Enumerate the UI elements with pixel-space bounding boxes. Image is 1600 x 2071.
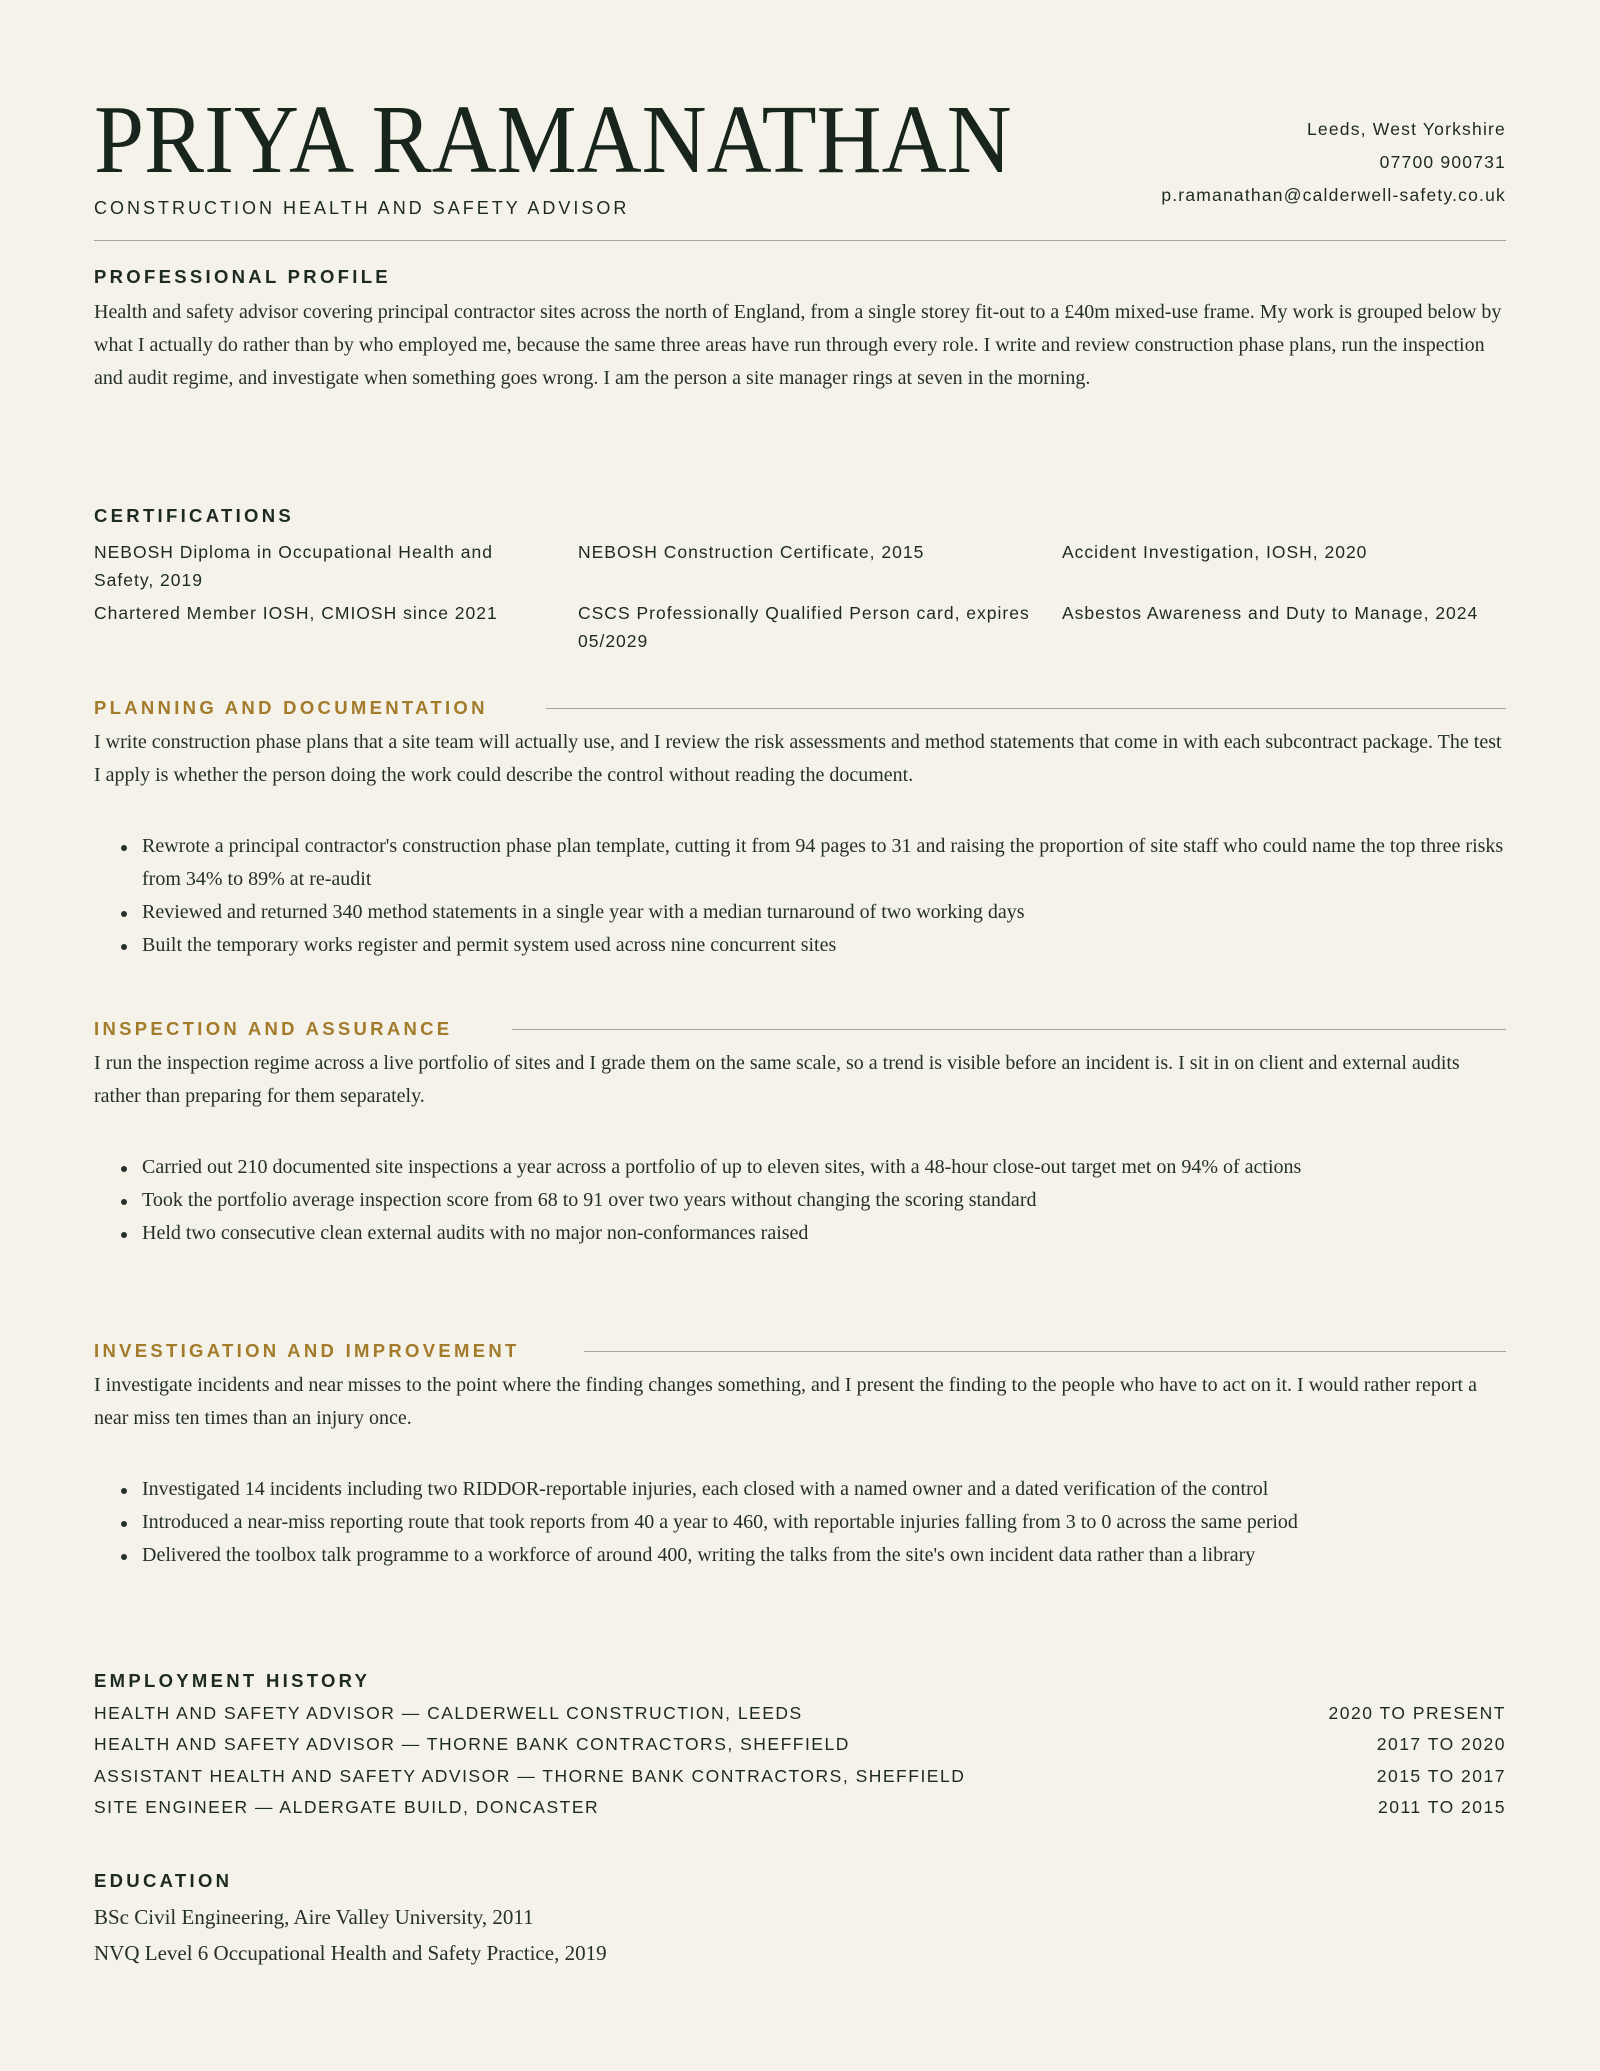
job-row <box>94 1792 1506 1824</box>
certifications-title: CERTIFICATIONS <box>94 505 295 526</box>
certification-item: NEBOSH Construction Certificate, 2015 <box>578 541 925 562</box>
bullet-item: Introduced a near-miss reporting route that took reports from 40 a year to 460, with reportable injuries falling from 3 to 0 across the same period <box>142 1506 1506 1539</box>
education-section <box>94 1872 1506 1971</box>
candidate-name: PRIYA RAMANATHAN <box>94 86 1012 194</box>
bullet-item: Took the portfolio average inspection score from 68 to 91 over two years without changing the scoring standard <box>142 1184 1506 1217</box>
investigation-bullets <box>94 1473 1506 1572</box>
education-title: EDUCATION <box>94 1870 233 1891</box>
certification-item: Asbestos Awareness and Duty to Manage, 2024 <box>1062 602 1479 623</box>
investigation-title: INVESTIGATION AND IMPROVEMENT <box>94 1340 520 1361</box>
contact-phone: 07700 900731 <box>1379 152 1506 172</box>
planning-intro: I write construction phase plans that a site team will actually use, and I review the risk assessments and method statements that come in with each subcontract package. The test I apply is whether the person doing the work could describe the control without reading the document. <box>94 730 1502 786</box>
job-title: ASSISTANT HEALTH AND SAFETY ADVISOR — THORNE BANK CONTRACTORS, SHEFFIELD <box>94 1765 966 1786</box>
job-title: HEALTH AND SAFETY ADVISOR — THORNE BANK CONTRACTORS, SHEFFIELD <box>94 1734 850 1754</box>
inspection-title: INSPECTION AND ASSURANCE <box>94 1018 453 1039</box>
contact-email[interactable]: p.ramanathan@calderwell-safety.co.uk <box>1161 185 1506 205</box>
inspection-divider <box>512 1029 1506 1030</box>
education-list <box>94 1899 1506 1971</box>
planning-bullets <box>94 830 1506 962</box>
job-dates: 2017 TO 2020 <box>1376 1734 1506 1754</box>
inspection-section <box>94 1020 1506 1250</box>
certification-item: NEBOSH Diploma in Occupational Health and Safety, 2019 <box>94 541 493 590</box>
header-divider <box>94 240 1506 241</box>
job-title: HEALTH AND SAFETY ADVISOR — CALDERWELL CONSTRUCTION, LEEDS <box>94 1702 803 1723</box>
bullet-item: Carried out 210 documented site inspections a year across a portfolio of up to eleven sites, with a 48-hour close-out target met on 94% of actions <box>142 1151 1506 1184</box>
bullet-item: Reviewed and returned 340 method statements in a single year with a median turnaround of two working days <box>142 896 1506 929</box>
job-dates: 2015 TO 2017 <box>1376 1765 1506 1786</box>
planning-divider <box>546 708 1506 709</box>
certification-item: CSCS Professionally Qualified Person card, expires 05/2029 <box>578 602 1030 651</box>
job-dates: 2020 TO PRESENT <box>1328 1702 1506 1723</box>
planning-title: PLANNING AND DOCUMENTATION <box>94 697 488 718</box>
resume-page <box>94 0 1506 1965</box>
profile-title: PROFESSIONAL PROFILE <box>94 266 391 287</box>
profile-section <box>94 268 1506 395</box>
employment-title: EMPLOYMENT HISTORY <box>94 1670 371 1691</box>
candidate-role: CONSTRUCTION HEALTH AND SAFETY ADVISOR <box>94 198 630 218</box>
certifications-section <box>94 507 1506 655</box>
employment-section <box>94 1672 1506 1824</box>
certifications-grid <box>94 538 1506 655</box>
certification-item: Chartered Member IOSH, CMIOSH since 2021 <box>94 602 498 623</box>
certification-item: Accident Investigation, IOSH, 2020 <box>1062 541 1368 562</box>
profile-text: Health and safety advisor covering principal contractor sites across the north of England, from a single storey fit-out to a £40m mixed-use frame. My work is grouped below by what I actually do rather than by who employed me, because the same three areas have run through every role. I write and review construction phase plans, run the inspection and audit regime, and investigate when something goes wrong. I am the person a site manager rings at seven in the morning. <box>94 300 1502 389</box>
job-row <box>94 1761 1506 1793</box>
investigation-divider <box>584 1351 1506 1352</box>
job-title: SITE ENGINEER — ALDERGATE BUILD, DONCASTER <box>94 1797 600 1817</box>
inspection-bullets <box>94 1151 1506 1250</box>
bullet-item: Investigated 14 incidents including two RIDDOR-reportable injuries, each closed with a named owner and a dated verification of the control <box>142 1473 1506 1506</box>
inspection-intro: I run the inspection regime across a live portfolio of sites and I grade them on the same scale, so a trend is visible before an incident is. I sit in on client and external audits rather than preparing for them separately. <box>94 1051 1460 1107</box>
planning-heading <box>94 699 1506 718</box>
investigation-section <box>94 1342 1506 1572</box>
bullet-item: Rewrote a principal contractor's construction phase plan template, cutting it from 94 pages to 31 and raising the proportion of site staff who could name the top three risks from 34% to 89% at re-audit <box>142 830 1506 896</box>
inspection-heading <box>94 1020 1506 1039</box>
contact-location: Leeds, West Yorkshire <box>1306 119 1506 139</box>
contact-details <box>1161 113 1506 212</box>
employment-list <box>94 1698 1506 1824</box>
bullet-item: Built the temporary works register and permit system used across nine concurrent sites <box>142 929 1506 962</box>
investigation-intro: I investigate incidents and near misses to the point where the finding changes something, and I present the finding to the people who have to act on it. I would rather report a near miss ten times than an injury once. <box>94 1373 1477 1429</box>
planning-section <box>94 699 1506 962</box>
bullet-item: Held two consecutive clean external audits with no major non-conformances raised <box>142 1217 1506 1250</box>
job-row <box>94 1698 1506 1730</box>
job-dates: 2011 TO 2015 <box>1378 1797 1506 1817</box>
bullet-item: Delivered the toolbox talk programme to a workforce of around 400, writing the talks from the site's own incident data rather than a library <box>142 1539 1506 1572</box>
education-item: BSc Civil Engineering, Aire Valley University, 2011 <box>94 1904 534 1929</box>
education-item: NVQ Level 6 Occupational Health and Safety Practice, 2019 <box>94 1940 607 1965</box>
job-row <box>94 1729 1506 1761</box>
resume-header <box>94 0 1506 240</box>
investigation-heading <box>94 1342 1506 1361</box>
